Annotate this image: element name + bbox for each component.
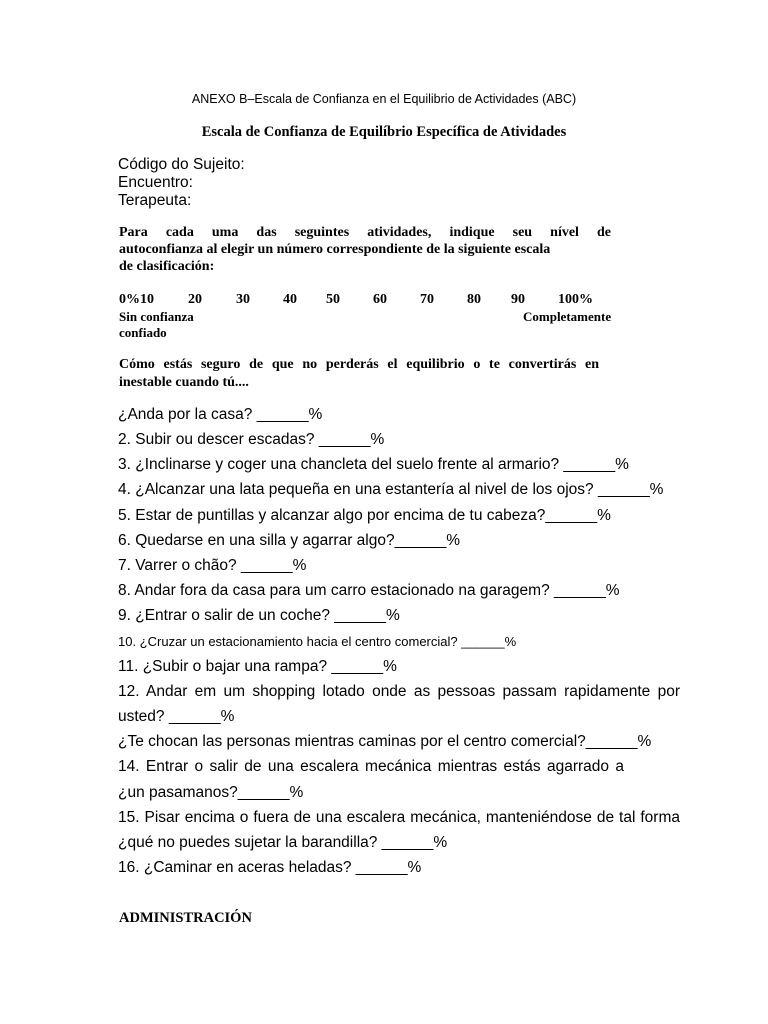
annex-heading: ANEXO B–Escala de Confianza en el Equilibrio de Actividades (ABC) bbox=[191, 92, 577, 106]
question-line-1: Cómo estás seguro de que no perderás el equilibrio o te convertirás en bbox=[119, 357, 599, 372]
list-item: 15. Pisar encima o fuera de una escalera mecánica, manteniéndose de tal forma bbox=[118, 809, 680, 826]
list-item: ¿Anda por la casa? ______% bbox=[118, 406, 323, 423]
scale-low-label: Sin confianza bbox=[119, 309, 194, 324]
therapist-field: Terapeuta: bbox=[118, 192, 192, 209]
list-item: 8. Andar fora da casa para um carro estacionado na garagem? ______% bbox=[118, 582, 620, 599]
scale-value: 30 bbox=[236, 292, 250, 307]
list-item: ¿qué no puedes sujetar la barandilla? ______% bbox=[118, 834, 448, 851]
list-item: ¿un pasamanos?______% bbox=[118, 784, 304, 801]
list-item: 10. ¿Cruzar un estacionamiento hacia el centro comercial? ______% bbox=[118, 634, 517, 649]
list-item: 6. Quedarse en una silla y agarrar algo?______% bbox=[118, 532, 461, 549]
scale-value: 50 bbox=[326, 292, 340, 307]
list-item: 11. ¿Subir o bajar una rampa? ______% bbox=[118, 658, 397, 675]
instructions-line-3: de clasificación: bbox=[119, 259, 215, 274]
list-item: 5. Estar de puntillas y alcanzar algo por encima de tu cabeza?______% bbox=[118, 507, 611, 524]
scale-value: 0%10 bbox=[119, 292, 154, 307]
scale-value: 90 bbox=[511, 292, 525, 307]
scale-value: 80 bbox=[467, 292, 481, 307]
list-item: 14. Entrar o salir de una escalera mecánica mientras estás agarrado a bbox=[118, 758, 624, 775]
scale-high-label: Completamente bbox=[523, 309, 612, 324]
encounter-field: Encuentro: bbox=[118, 174, 193, 191]
list-item: 16. ¿Caminar en aceras heladas? ______% bbox=[118, 859, 422, 876]
list-item: ¿Te chocan las personas mientras caminas por el centro comercial?______% bbox=[118, 733, 652, 750]
list-item: 9. ¿Entrar o salir de un coche? ______% bbox=[118, 607, 400, 624]
scale-high-label-cont: confiado bbox=[119, 325, 167, 340]
scale-value: 60 bbox=[373, 292, 387, 307]
list-item: 12. Andar em um shopping lotado onde as pessoas passam rapidamente por bbox=[118, 683, 680, 700]
scale-value: 70 bbox=[420, 292, 434, 307]
section-heading-administration: ADMINISTRACIÓN bbox=[119, 910, 252, 926]
list-item: 7. Varrer o chão? ______% bbox=[118, 557, 307, 574]
scale-value: 100% bbox=[558, 292, 593, 307]
scale-value: 40 bbox=[283, 292, 297, 307]
scale-value: 20 bbox=[188, 292, 202, 307]
document-title: Escala de Confianza de Equilíbrio Específica de Atividades bbox=[201, 124, 567, 140]
list-item: 4. ¿Alcanzar una lata pequeña en una estantería al nivel de los ojos? ______% bbox=[118, 481, 664, 498]
list-item: usted? ______% bbox=[118, 708, 235, 725]
list-item: 3. ¿Inclinarse y coger una chancleta del suelo frente al armario? ______% bbox=[118, 456, 629, 473]
list-item: 2. Subir ou descer escadas? ______% bbox=[118, 431, 385, 448]
question-line-2: inestable cuando tú.... bbox=[119, 375, 249, 390]
subject-code-field: Código do Sujeito: bbox=[118, 156, 245, 173]
instructions-line-1: Para cada uma das seguintes atividades, indique seu nível de bbox=[119, 225, 611, 240]
instructions-line-2: autoconfianza al elegir un número correspondiente de la siguiente escala bbox=[119, 242, 551, 257]
